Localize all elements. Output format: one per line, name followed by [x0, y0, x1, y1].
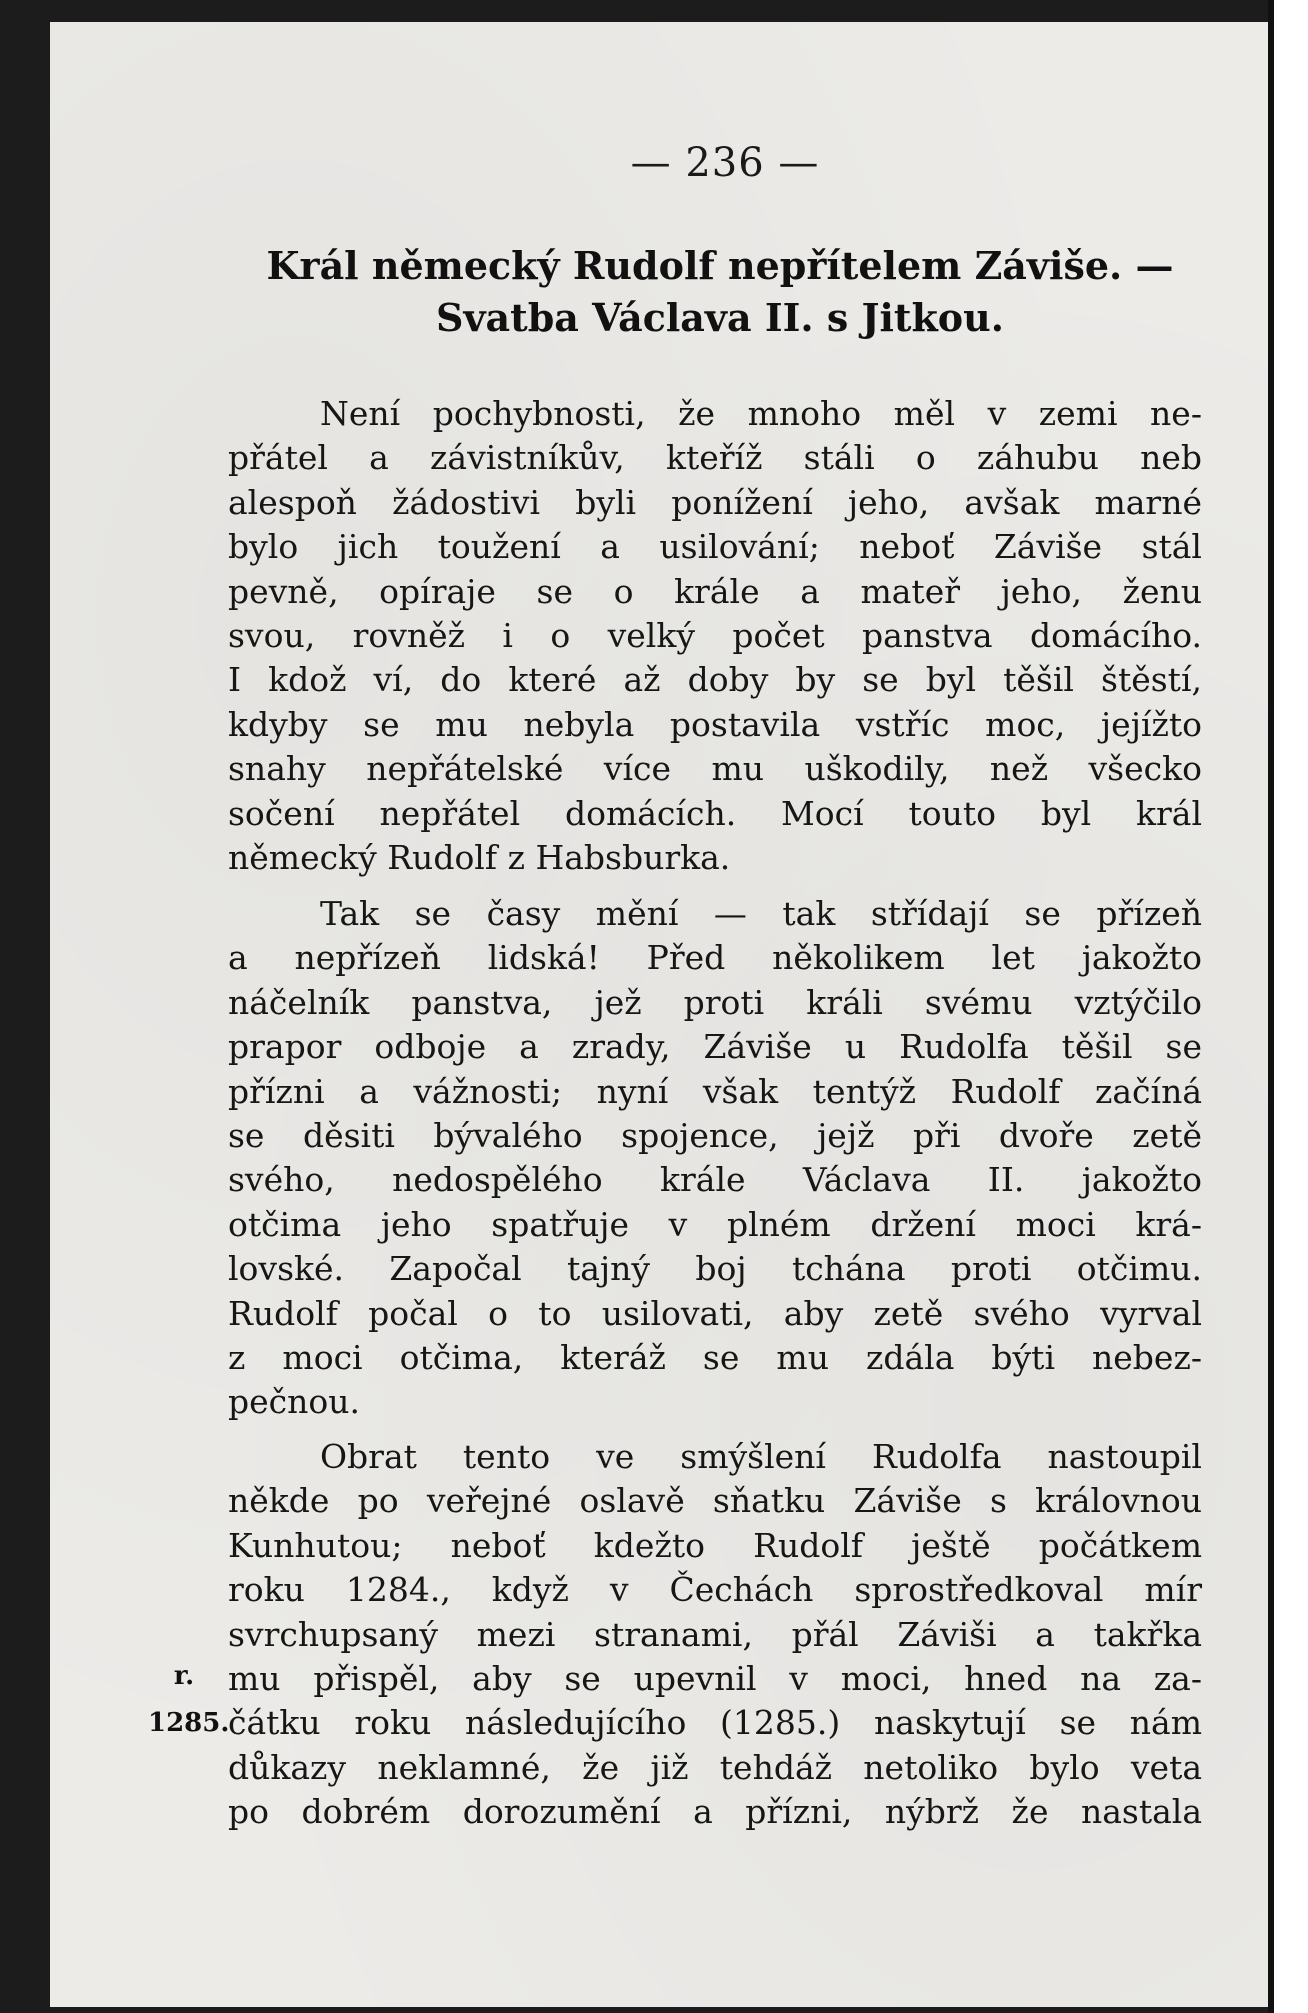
page-number: — 236 — — [630, 140, 820, 186]
text-line: prapor odboje a zrady, Záviše u Rudolfa těšil se — [228, 1027, 1202, 1067]
heading-line-1: Král německý Rudolf nepřítelem Záviše. — — [266, 243, 1174, 288]
text-line: čátku roku následujícího (1285.) naskytují se nám — [228, 1703, 1202, 1743]
text-line: otčima jeho spatřuje v plném držení moci krá- — [228, 1204, 1202, 1244]
text-line: a nepřízeň lidská! Před několikem let jakožto — [228, 938, 1202, 978]
text-line: svého, nedospělého krále Václava II. jakožto — [228, 1160, 1202, 1200]
text-line: Rudolf počal o to usilovati, aby zetě svého vyrval — [228, 1293, 1202, 1333]
text-line: přátel a závistníkův, kteříž stáli o záhubu neb — [228, 438, 1202, 478]
text-line: pečnou. — [228, 1382, 360, 1422]
text-line: alespoň žádostivi byli ponížení jeho, avšak marné — [228, 482, 1202, 522]
text-line: mu přispěl, aby se upevnil v moci, hned na za- — [228, 1658, 1202, 1698]
text-line: kdyby se mu nebyla postavila vstříc moc, jejížto — [228, 704, 1202, 744]
text-line: sočení nepřátel domácích. Mocí touto byl král — [228, 793, 1202, 833]
text-line: svou, rovněž i o velký počet panstva domácího. — [228, 615, 1202, 655]
margin-note-year: 1285. — [148, 1708, 230, 1738]
text-line: svrchupsaný mezi stranami, přál Záviši a takřka — [228, 1614, 1202, 1654]
text-line: německý Rudolf z Habsburka. — [228, 837, 731, 877]
chapter-heading — [230, 240, 1210, 344]
text-line: přízni a vážnosti; nyní však tentýž Rudolf začíná — [228, 1071, 1202, 1111]
text-line: důkazy neklamné, že již tehdáž netoliko bylo veta — [228, 1747, 1202, 1787]
heading-line-2: Svatba Václava II. s Jitkou. — [436, 295, 1004, 340]
text-line: Tak se časy mění — tak střídají se přízeň — [320, 894, 1202, 933]
text-line: Není pochybnosti, že mnoho měl v zemi ne- — [320, 394, 1202, 433]
text-line: Obrat tento ve smýšlení Rudolfa nastoupil — [320, 1437, 1202, 1476]
text-line: snahy nepřátelské více mu uškodily, než všecko — [228, 749, 1202, 789]
text-line: bylo jich toužení a usilování; neboť Záviše stál — [228, 527, 1202, 567]
text-line: Kunhutou; neboť kdežto Rudolf ještě počátkem — [228, 1525, 1202, 1565]
paragraph-3 — [228, 1435, 1202, 1835]
text-line: z moci otčima, kteráž se mu zdála býti nebez- — [228, 1337, 1202, 1377]
text-line: po dobrém dorozumění a přízni, nýbrž že nastala — [228, 1792, 1202, 1832]
text-line: roku 1284., když v Čechách sprostředkoval mír — [228, 1570, 1202, 1610]
text-line: pevně, opíraje se o krále a mateř jeho, ženu — [228, 571, 1202, 611]
margin-note-label: r. — [173, 1661, 195, 1691]
paragraph-2 — [228, 892, 1202, 1425]
paragraph-1 — [228, 392, 1202, 880]
text-line: někde po veřejné oslavě sňatku Záviše s královnou — [228, 1481, 1202, 1521]
text-line: náčelník panstva, jež proti králi svému vztýčilo — [228, 982, 1202, 1022]
text-line: lovské. Započal tajný boj tchána proti otčimu. — [228, 1249, 1202, 1289]
page-edge — [1268, 0, 1308, 2013]
text-line: se děsiti bývalého spojence, jejž při dvoře zetě — [228, 1115, 1202, 1155]
text-line: I kdož ví, do které až doby by se byl těšil štěstí, — [228, 660, 1202, 700]
